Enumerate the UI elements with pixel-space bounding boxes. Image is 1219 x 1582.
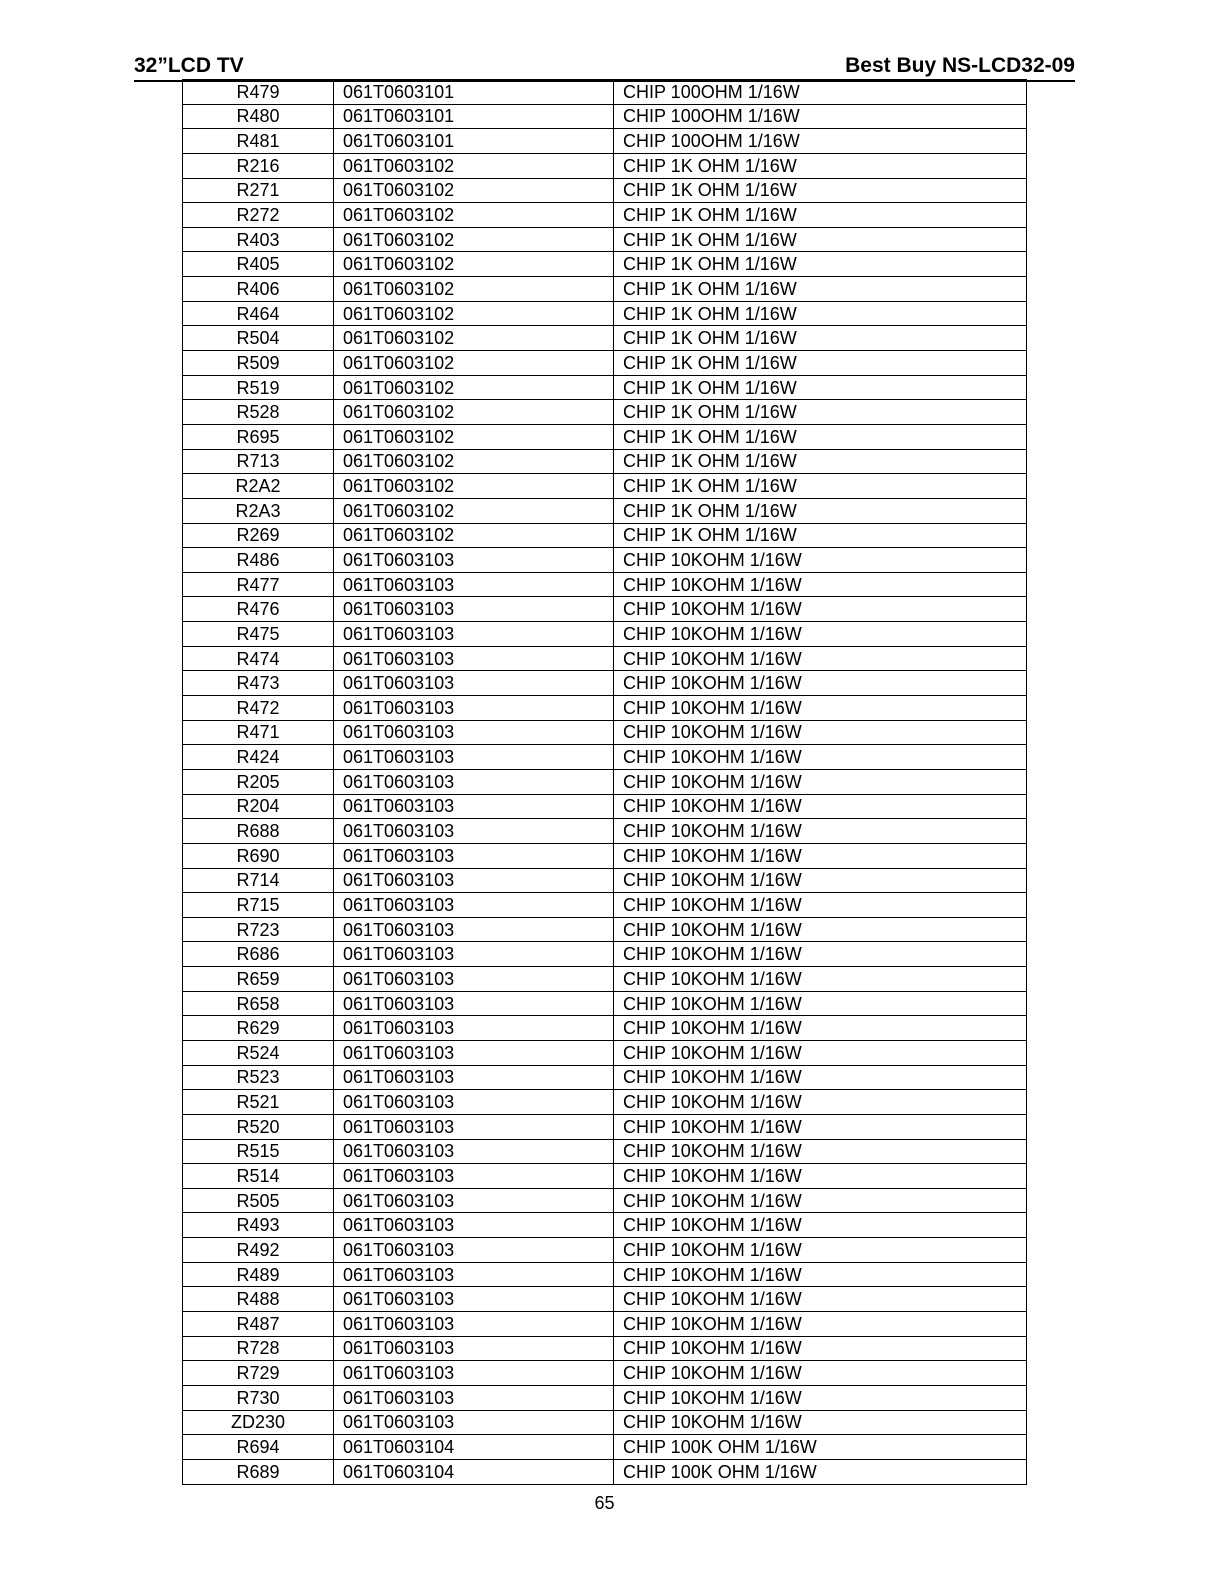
reference-designator-cell: R521 — [183, 1090, 334, 1115]
table-row — [183, 1139, 1027, 1164]
reference-designator-cell: R520 — [183, 1114, 334, 1139]
description-cell: CHIP 10KOHM 1/16W — [614, 843, 1027, 868]
reference-designator-cell: R730 — [183, 1385, 334, 1410]
table-row — [183, 696, 1027, 721]
description-cell: CHIP 10KOHM 1/16W — [614, 1361, 1027, 1386]
description-cell: CHIP 10KOHM 1/16W — [614, 1016, 1027, 1041]
reference-designator-cell: R658 — [183, 991, 334, 1016]
part-number-cell: 061T0603103 — [334, 1385, 614, 1410]
part-number-cell: 061T0603103 — [334, 917, 614, 942]
table-row — [183, 1287, 1027, 1312]
table-row — [183, 720, 1027, 745]
description-cell: CHIP 10KOHM 1/16W — [614, 1262, 1027, 1287]
reference-designator-cell: R505 — [183, 1188, 334, 1213]
description-cell: CHIP 100OHM 1/16W — [614, 80, 1027, 105]
reference-designator-cell: R629 — [183, 1016, 334, 1041]
table-row — [183, 868, 1027, 893]
reference-designator-cell: R204 — [183, 794, 334, 819]
part-number-cell: 061T0603102 — [334, 523, 614, 548]
part-number-cell: 061T0603103 — [334, 1188, 614, 1213]
part-number-cell: 061T0603102 — [334, 277, 614, 302]
table-row — [183, 301, 1027, 326]
reference-designator-cell: R519 — [183, 375, 334, 400]
table-row — [183, 1040, 1027, 1065]
reference-designator-cell: R406 — [183, 277, 334, 302]
reference-designator-cell: R216 — [183, 153, 334, 178]
part-number-cell: 061T0603103 — [334, 1238, 614, 1263]
part-number-cell: 061T0603103 — [334, 1361, 614, 1386]
table-row — [183, 769, 1027, 794]
table-row — [183, 646, 1027, 671]
table-row — [183, 942, 1027, 967]
reference-designator-cell: R489 — [183, 1262, 334, 1287]
part-number-cell: 061T0603103 — [334, 622, 614, 647]
description-cell: CHIP 10KOHM 1/16W — [614, 1090, 1027, 1115]
description-cell: CHIP 1K OHM 1/16W — [614, 400, 1027, 425]
table-row — [183, 1459, 1027, 1484]
part-number-cell: 061T0603103 — [334, 1312, 614, 1337]
part-number-cell: 061T0603101 — [334, 104, 614, 129]
model-number: Best Buy NS-LCD32-09 — [845, 54, 1075, 77]
part-number-cell: 061T0603103 — [334, 1114, 614, 1139]
part-number-cell: 061T0603102 — [334, 178, 614, 203]
description-cell: CHIP 10KOHM 1/16W — [614, 1410, 1027, 1435]
description-cell: CHIP 10KOHM 1/16W — [614, 1114, 1027, 1139]
table-row — [183, 1016, 1027, 1041]
description-cell: CHIP 1K OHM 1/16W — [614, 277, 1027, 302]
table-row — [183, 1312, 1027, 1337]
description-cell: CHIP 10KOHM 1/16W — [614, 572, 1027, 597]
reference-designator-cell: R403 — [183, 227, 334, 252]
table-row — [183, 104, 1027, 129]
description-cell: CHIP 10KOHM 1/16W — [614, 819, 1027, 844]
reference-designator-cell: R424 — [183, 745, 334, 770]
description-cell: CHIP 1K OHM 1/16W — [614, 227, 1027, 252]
reference-designator-cell: R486 — [183, 548, 334, 573]
description-cell: CHIP 10KOHM 1/16W — [614, 1287, 1027, 1312]
part-number-cell: 061T0603102 — [334, 400, 614, 425]
reference-designator-cell: R472 — [183, 696, 334, 721]
part-number-cell: 061T0603103 — [334, 1410, 614, 1435]
description-cell: CHIP 10KOHM 1/16W — [614, 794, 1027, 819]
part-number-cell: 061T0603102 — [334, 474, 614, 499]
table-row — [183, 917, 1027, 942]
description-cell: CHIP 1K OHM 1/16W — [614, 178, 1027, 203]
reference-designator-cell: R729 — [183, 1361, 334, 1386]
part-number-cell: 061T0603102 — [334, 326, 614, 351]
description-cell: CHIP 1K OHM 1/16W — [614, 252, 1027, 277]
table-row — [183, 80, 1027, 105]
description-cell: CHIP 10KOHM 1/16W — [614, 1188, 1027, 1213]
part-number-cell: 061T0603102 — [334, 424, 614, 449]
part-number-cell: 061T0603103 — [334, 1065, 614, 1090]
part-number-cell: 061T0603103 — [334, 1287, 614, 1312]
part-number-cell: 061T0603103 — [334, 843, 614, 868]
table-row — [183, 745, 1027, 770]
description-cell: CHIP 10KOHM 1/16W — [614, 769, 1027, 794]
table-row — [183, 794, 1027, 819]
part-number-cell: 061T0603103 — [334, 868, 614, 893]
description-cell: CHIP 100OHM 1/16W — [614, 129, 1027, 154]
page-number: 65 — [594, 1493, 615, 1513]
table-row — [183, 375, 1027, 400]
reference-designator-cell: R492 — [183, 1238, 334, 1263]
table-row — [183, 474, 1027, 499]
reference-designator-cell: R271 — [183, 178, 334, 203]
description-cell: CHIP 1K OHM 1/16W — [614, 301, 1027, 326]
part-number-cell: 061T0603103 — [334, 893, 614, 918]
table-row — [183, 203, 1027, 228]
part-number-cell: 061T0603102 — [334, 227, 614, 252]
part-number-cell: 061T0603103 — [334, 671, 614, 696]
table-row — [183, 153, 1027, 178]
description-cell: CHIP 10KOHM 1/16W — [614, 1238, 1027, 1263]
table-row — [183, 1410, 1027, 1435]
part-number-cell: 061T0603103 — [334, 696, 614, 721]
description-cell: CHIP 10KOHM 1/16W — [614, 548, 1027, 573]
table-row — [183, 967, 1027, 992]
part-number-cell: 061T0603103 — [334, 548, 614, 573]
part-number-cell: 061T0603101 — [334, 80, 614, 105]
reference-designator-cell: R269 — [183, 523, 334, 548]
reference-designator-cell: R272 — [183, 203, 334, 228]
reference-designator-cell: R659 — [183, 967, 334, 992]
description-cell: CHIP 10KOHM 1/16W — [614, 1040, 1027, 1065]
reference-designator-cell: R504 — [183, 326, 334, 351]
description-cell: CHIP 1K OHM 1/16W — [614, 498, 1027, 523]
parts-table — [182, 79, 1027, 1485]
table-row — [183, 622, 1027, 647]
table-row — [183, 227, 1027, 252]
part-number-cell: 061T0603102 — [334, 375, 614, 400]
part-number-cell: 061T0603103 — [334, 942, 614, 967]
part-number-cell: 061T0603102 — [334, 301, 614, 326]
table-row — [183, 1262, 1027, 1287]
table-row — [183, 1238, 1027, 1263]
reference-designator-cell: R475 — [183, 622, 334, 647]
description-cell: CHIP 10KOHM 1/16W — [614, 1213, 1027, 1238]
part-number-cell: 061T0603103 — [334, 1040, 614, 1065]
table-row — [183, 1065, 1027, 1090]
reference-designator-cell: R2A2 — [183, 474, 334, 499]
reference-designator-cell: R690 — [183, 843, 334, 868]
description-cell: CHIP 10KOHM 1/16W — [614, 646, 1027, 671]
table-row — [183, 1336, 1027, 1361]
part-number-cell: 061T0603103 — [334, 1164, 614, 1189]
description-cell: CHIP 10KOHM 1/16W — [614, 1065, 1027, 1090]
part-number-cell: 061T0603103 — [334, 646, 614, 671]
description-cell: CHIP 1K OHM 1/16W — [614, 203, 1027, 228]
reference-designator-cell: R479 — [183, 80, 334, 105]
table-row — [183, 178, 1027, 203]
reference-designator-cell: R205 — [183, 769, 334, 794]
part-number-cell: 061T0603101 — [334, 129, 614, 154]
part-number-cell: 061T0603103 — [334, 1090, 614, 1115]
part-number-cell: 061T0603103 — [334, 1016, 614, 1041]
table-row — [183, 597, 1027, 622]
part-number-cell: 061T0603103 — [334, 1139, 614, 1164]
reference-designator-cell: ZD230 — [183, 1410, 334, 1435]
table-row — [183, 523, 1027, 548]
reference-designator-cell: R689 — [183, 1459, 334, 1484]
reference-designator-cell: R481 — [183, 129, 334, 154]
description-cell: CHIP 1K OHM 1/16W — [614, 424, 1027, 449]
reference-designator-cell: R723 — [183, 917, 334, 942]
part-number-cell: 061T0603103 — [334, 967, 614, 992]
table-row — [183, 1114, 1027, 1139]
reference-designator-cell: R480 — [183, 104, 334, 129]
reference-designator-cell: R515 — [183, 1139, 334, 1164]
reference-designator-cell: R476 — [183, 597, 334, 622]
table-row — [183, 449, 1027, 474]
description-cell: CHIP 10KOHM 1/16W — [614, 967, 1027, 992]
reference-designator-cell: R488 — [183, 1287, 334, 1312]
reference-designator-cell: R464 — [183, 301, 334, 326]
table-row — [183, 400, 1027, 425]
part-number-cell: 061T0603103 — [334, 597, 614, 622]
reference-designator-cell: R493 — [183, 1213, 334, 1238]
reference-designator-cell: R694 — [183, 1435, 334, 1460]
description-cell: CHIP 10KOHM 1/16W — [614, 671, 1027, 696]
description-cell: CHIP 10KOHM 1/16W — [614, 917, 1027, 942]
reference-designator-cell: R514 — [183, 1164, 334, 1189]
part-number-cell: 061T0603103 — [334, 794, 614, 819]
part-number-cell: 061T0603103 — [334, 819, 614, 844]
reference-designator-cell: R695 — [183, 424, 334, 449]
document-title: 32”LCD TV — [134, 54, 244, 77]
description-cell: CHIP 100K OHM 1/16W — [614, 1459, 1027, 1484]
description-cell: CHIP 10KOHM 1/16W — [614, 1385, 1027, 1410]
table-row — [183, 1213, 1027, 1238]
part-number-cell: 061T0603103 — [334, 1213, 614, 1238]
reference-designator-cell: R509 — [183, 351, 334, 376]
reference-designator-cell: R686 — [183, 942, 334, 967]
reference-designator-cell: R728 — [183, 1336, 334, 1361]
description-cell: CHIP 1K OHM 1/16W — [614, 153, 1027, 178]
reference-designator-cell: R524 — [183, 1040, 334, 1065]
reference-designator-cell: R714 — [183, 868, 334, 893]
description-cell: CHIP 10KOHM 1/16W — [614, 1164, 1027, 1189]
reference-designator-cell: R713 — [183, 449, 334, 474]
part-number-cell: 061T0603102 — [334, 498, 614, 523]
part-number-cell: 061T0603103 — [334, 745, 614, 770]
table-row — [183, 671, 1027, 696]
description-cell: CHIP 10KOHM 1/16W — [614, 597, 1027, 622]
parts-table-body — [183, 80, 1027, 1485]
table-row — [183, 498, 1027, 523]
part-number-cell: 061T0603102 — [334, 153, 614, 178]
description-cell: CHIP 10KOHM 1/16W — [614, 1336, 1027, 1361]
table-row — [183, 991, 1027, 1016]
description-cell: CHIP 10KOHM 1/16W — [614, 868, 1027, 893]
table-row — [183, 819, 1027, 844]
part-number-cell: 061T0603104 — [334, 1459, 614, 1484]
part-number-cell: 061T0603103 — [334, 769, 614, 794]
table-row — [183, 326, 1027, 351]
description-cell: CHIP 10KOHM 1/16W — [614, 720, 1027, 745]
table-row — [183, 252, 1027, 277]
part-number-cell: 061T0603102 — [334, 203, 614, 228]
table-row — [183, 277, 1027, 302]
reference-designator-cell: R473 — [183, 671, 334, 696]
table-row — [183, 1361, 1027, 1386]
part-number-cell: 061T0603103 — [334, 991, 614, 1016]
table-row — [183, 1090, 1027, 1115]
description-cell: CHIP 10KOHM 1/16W — [614, 622, 1027, 647]
table-row — [183, 1435, 1027, 1460]
reference-designator-cell: R487 — [183, 1312, 334, 1337]
description-cell: CHIP 10KOHM 1/16W — [614, 991, 1027, 1016]
description-cell: CHIP 1K OHM 1/16W — [614, 326, 1027, 351]
description-cell: CHIP 10KOHM 1/16W — [614, 1139, 1027, 1164]
description-cell: CHIP 10KOHM 1/16W — [614, 942, 1027, 967]
description-cell: CHIP 10KOHM 1/16W — [614, 1312, 1027, 1337]
reference-designator-cell: R474 — [183, 646, 334, 671]
description-cell: CHIP 1K OHM 1/16W — [614, 523, 1027, 548]
reference-designator-cell: R523 — [183, 1065, 334, 1090]
part-number-cell: 061T0603103 — [334, 1262, 614, 1287]
table-row — [183, 424, 1027, 449]
part-number-cell: 061T0603103 — [334, 1336, 614, 1361]
part-number-cell: 061T0603104 — [334, 1435, 614, 1460]
part-number-cell: 061T0603102 — [334, 351, 614, 376]
description-cell: CHIP 1K OHM 1/16W — [614, 449, 1027, 474]
reference-designator-cell: R2A3 — [183, 498, 334, 523]
table-row — [183, 1385, 1027, 1410]
reference-designator-cell: R528 — [183, 400, 334, 425]
table-row — [183, 1188, 1027, 1213]
description-cell: CHIP 1K OHM 1/16W — [614, 375, 1027, 400]
reference-designator-cell: R715 — [183, 893, 334, 918]
table-row — [183, 893, 1027, 918]
description-cell: CHIP 10KOHM 1/16W — [614, 696, 1027, 721]
description-cell: CHIP 100OHM 1/16W — [614, 104, 1027, 129]
table-row — [183, 548, 1027, 573]
description-cell: CHIP 1K OHM 1/16W — [614, 474, 1027, 499]
table-row — [183, 351, 1027, 376]
reference-designator-cell: R688 — [183, 819, 334, 844]
description-cell: CHIP 1K OHM 1/16W — [614, 351, 1027, 376]
part-number-cell: 061T0603102 — [334, 252, 614, 277]
description-cell: CHIP 10KOHM 1/16W — [614, 893, 1027, 918]
page-header — [134, 52, 1075, 82]
part-number-cell: 061T0603102 — [334, 449, 614, 474]
description-cell: CHIP 10KOHM 1/16W — [614, 745, 1027, 770]
reference-designator-cell: R471 — [183, 720, 334, 745]
description-cell: CHIP 100K OHM 1/16W — [614, 1435, 1027, 1460]
table-row — [183, 572, 1027, 597]
table-row — [183, 843, 1027, 868]
reference-designator-cell: R477 — [183, 572, 334, 597]
table-row — [183, 1164, 1027, 1189]
part-number-cell: 061T0603103 — [334, 572, 614, 597]
table-row — [183, 129, 1027, 154]
part-number-cell: 061T0603103 — [334, 720, 614, 745]
reference-designator-cell: R405 — [183, 252, 334, 277]
